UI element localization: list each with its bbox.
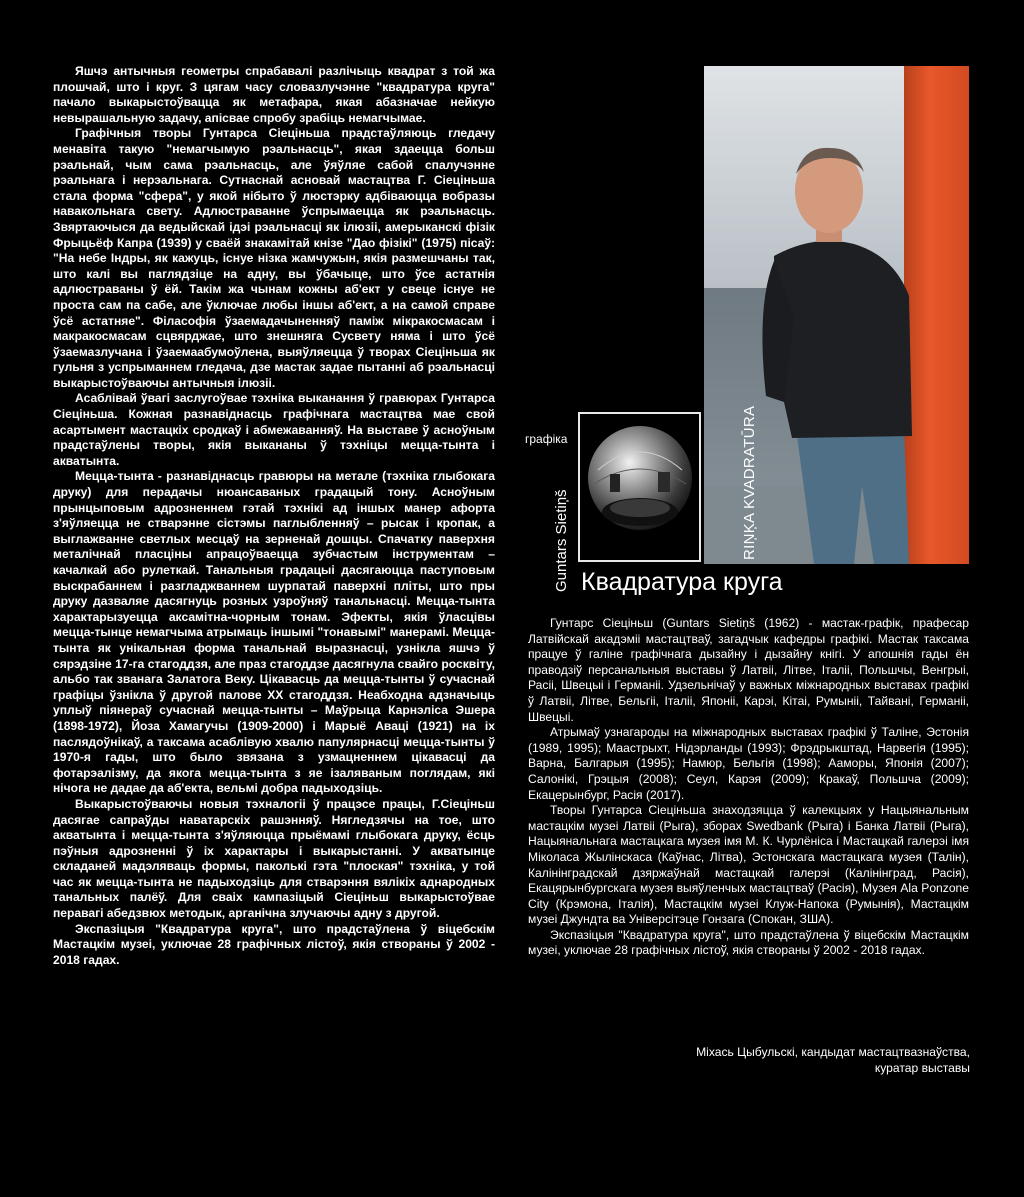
genre-label: графіка <box>525 432 568 446</box>
paragraph: Экспазіцыя "Квадратура круга", што прадстаўлена ў віцебскім Мастацкім музеі, уключае 28 графічных лістоў, якія створаны ў 2002 - 2018 гадах. <box>528 927 969 958</box>
paragraph: Атрымаў узнагароды на міжнародных выставах графікі ў Таліне, Эстонія (1989, 1995); Маастрыхт, Нідэрланды (1993); Фрэдрыкштад, Нарвегія (1995); Варна, Балгарыя (1995); Намюр, Бельгія (1998); Ааморы, Японія (2007); Салонікі, Грэцыя (2008); Сеул, Карэя (2009); Кракаў, Польшча (2009); Екацерынбург, Расія (2017). <box>528 725 969 802</box>
paragraph: Экспазіцыя "Квадратура круга", што прадстаўлена ў віцебскім Мастацкім музеі, уключае 28 графічных лістоў, якія створаны ў 2002 - 2018 гадах. <box>53 921 495 967</box>
paragraph: Графічныя творы Гунтарса Сіеціньша прадстаўляюць гледачу менавіта такую "немагчымую рэальнасць", якая здаецца больш рэальнай, чым сама рэальнасць, але ўяўляе сабой спалучэнне рэальнага і нерэальнага. Сутнаснай асновай мастацтва Г. Сіеціньша стала форма "сфера", у якой нібыто ў люстэрку адбіваюцца вобразы навакольнага свету. Адлюстраванне ўспрымаецца як рэальнасць. Звяртаючыся да ведыйскай ідэі рэальнасці як ілюзіі, амерыканскі фізік Фрыцьёф Капра (1939) у сваёй знакамітай кнізе "Дао фізікі" (1975) пісаў: "На небе Індры, як кажуць, існуе нізка жамчужын, якія размешчаны так, што калі вы паглядзіце на адну, вы ўбачыце, што ўсе астатнія адлюстраваны ў ёй. Такім жа чынам кожны аб'ект у свеце існуе не проста сам па сабе, але ўключае любы іншы аб'ект, а на самой справе ўсё астатняе". Філасофія ўзаемадачыненняў паміж мікракосмасам і макракосмасам сцвярджае, што знешняга Сусвету няма і што ўсё ўзаемазлучана і ўзаемаабумоўлена, выяўляецца ў творах Сіеціньша як гульня з успрыманнем гледача, дзе мастак задае пытанні аб рэальнасці выкарыстоўваючы антычныя ілюзіі. <box>53 126 495 390</box>
article-main-text <box>53 64 495 968</box>
exhibition-title-vertical: RIŅĶA KVADRATŪRA <box>741 405 758 560</box>
mirror-sphere-image <box>580 414 699 560</box>
paragraph: Выкарыстоўваючы новыя тэхналогіі ў працэсе працы, Г.Сіеціньш дасягае сапраўды наватарскіх рашэнняў. Нягледзячы на тое, што акватынта і мецца-тынта з'яўляюцца прыёмамі глыбокага друку, ёсць пэўныя адрозненні ў іх характары і выкарыстанні. У акватынце складаней мадэляваць формы, паколькі гэта "плоская" тэхніка, у той час як мецца-тынта не падыходзіць для стварэння вялікіх аднародных танальных палёў. Для сваіх кампазіцый Сіеціньш выкарыстоўвае перавагі абедзвюх методык, арганічна злучаючы адну з другой. <box>53 796 495 921</box>
author-name: Міхась Цыбульскі, кандыдат мастацтвазнаўства, <box>696 1045 970 1059</box>
exhibition-poster <box>578 412 701 562</box>
exhibition-title: Квадратура круга <box>581 568 783 596</box>
paragraph: Мецца-тынта - разнавіднасць гравюры на метале (тэхніка глыбокага друку) для перадачы нюансаваных градацый тону. Асноўным прынцыповым адрозненнем гэтай тэхнікі ад іншых манер афорта з'яўляецца не стварэнне сістэмы паглыбленняў – рысак і кропак, а выглажванне светлых месцаў на зерненай дошцы. Спачатку паверхня металічнай пласціны апрацоўваецца зубчастым інструментам – качалкай або рулеткай. Танальныя градацыі дасягаюцца паступовым выскрабаннем і разгладжваннем шурпатай паверхні пліты, што пры друку дазваляе дасягнуць розных узроўняў танальнасці. Мецца-тынта характарызуецца аксамітна-чорным тонам. Эфекты, якія ўласцівы мецца-тынце немагчыма атрымаць іншымі "тонавымі" манерамі. Мецца-тынта як унікальная форма танальнай выразнасці, узнікла яшчэ ў сярэдзіне 17-га стагоддзя, але праз стагоддзе дасягнула свайго росквіту, альбо так званага Залатога Веку. Цікавасць да мецца-тынты ў сучаснай графіцы ўзнікла ў другой палове XX стагоддзя. Неабходна адзначыць уплыў піянераў сучаснай мецца-тынты – Маўрыца Карнэліса Эшера (1898-1972), Йоза Хамагучы (1909-2000) і Марыё Аваці (1921) на іх паслядоўнікаў, а таксама асаблівую хвалю папулярнасці мецца-тынты ў 1970-я гады, што было звязана з узмацненнем цікавасці да фотарэалізму, да якога мецца-тынта з яе ізаляваным поглядам, які нічога не дадае да аб'екта, вельмі добра падыходзіць. <box>53 469 495 796</box>
paragraph: Творы Гунтарса Сіеціньша знаходзяцца ў калекцыях у Нацыянальным мастацкім музеі Латвіі (Рыга), зборах Swedbank (Рыга) і Банка Латвіі (Рыга), Нацыянальнага мастацкага музея імя М. К. Чурлёніса і Мастацкай галерэі імя Міколаса Жылінскаса (Каўнас, Літва), Эстонскага мастацкага музея (Талін), Калінінградскай дзяржаўнай мастацкай галерэі (Калінінград, Расія), Екацярынбургскага музея выяўленчых мастацтваў (Расія), Музея Ala Ponzone City (Крэмона, Італія), Мастацкім музеі Клуж-Напока (Румынія), Мастацкім музеі Джундта ва Універсітэце Гонзага (Спокан, ЗША). <box>528 803 969 927</box>
artist-name-vertical: Guntars Sietiņš <box>553 489 570 592</box>
paragraph: Гунтарс Сіеціньш (Guntars Sietiņš (1962) - мастак-графік, прафесар Латвійскай акадэміі мастацтваў, загадчык кафедры графікі. Мастак таксама працуе ў галіне графічнага дызайну і дызайну кнігі. У апошнія гады ён праводзіў персанальныя выставы ў Латвіі, Літве, Італіі, Польшчы, Венгрыі, Расіі, Швецыі і Германіі. Удзельнічаў у важных міжнародных выставах графікі ў Латвіі, Літве, Бельгіі, Італіі, Японіі, Карэі, Кітаі, Румыніі, Тайвані, Германіі, Швецыі. <box>528 616 969 724</box>
artist-biography <box>528 616 969 959</box>
paragraph: Яшчэ антычныя геометры спрабавалі разлічыць квадрат з той жа плошчай, што і круг. З цягам часу словазлучэнне "квадратура круга" пачало выкарыстоўвацца як метафара, якая абазначае нейкую невырашальную задачу, апісвае спробу зрабіць немагчымае. <box>53 64 495 125</box>
poster-frame <box>578 412 701 562</box>
author-role: куратар выставы <box>874 1060 970 1075</box>
author-signature <box>610 1045 970 1076</box>
paragraph: Асаблівай ўвагі заслугоўвае тэхніка выканання ў гравюрах Гунтарса Сіеціньша. Кожная разнавіднасць графічнага мастацтва мае свой асартымент мастацкіх сродкаў і абмежаванняў. На выставе ў асноўным прадстаўлены творы, якія выкананы ў тэхніцы мецца-тынта і акватынта. <box>53 391 495 468</box>
